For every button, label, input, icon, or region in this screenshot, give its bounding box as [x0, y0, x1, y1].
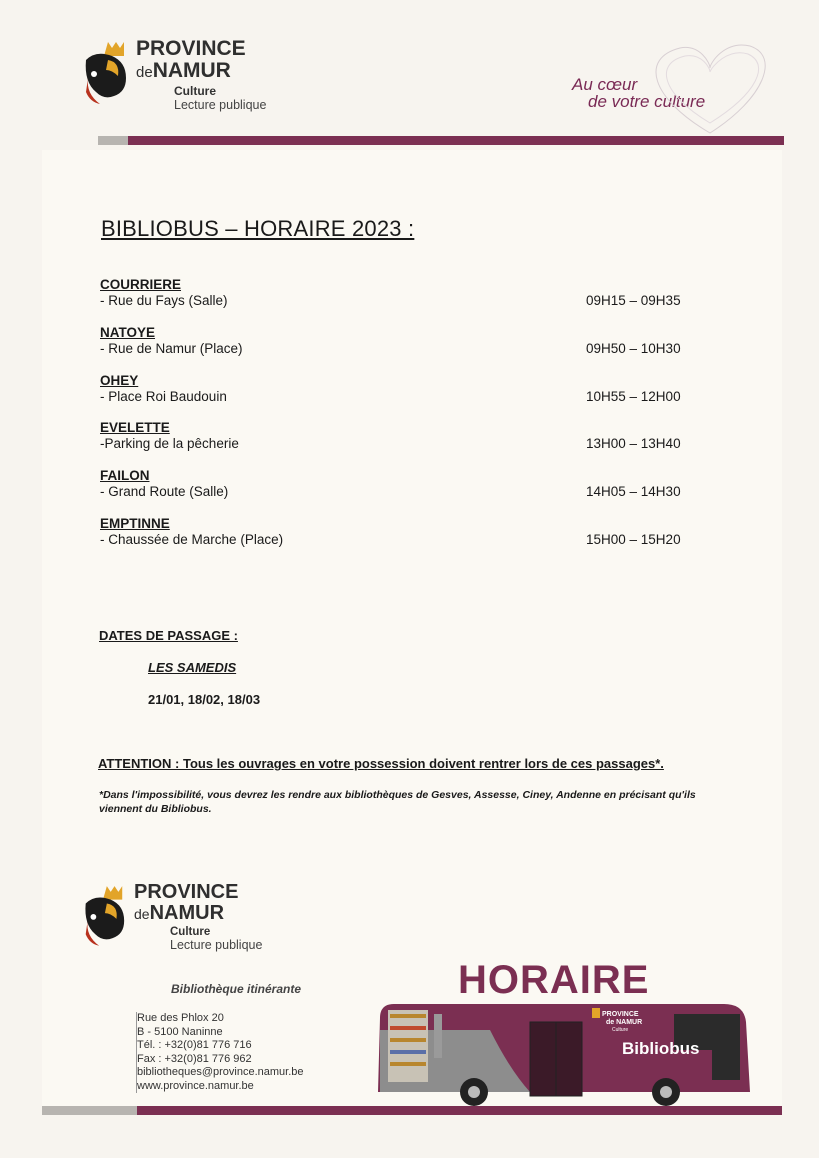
address-line: Rue des Phlox 20: [137, 1012, 224, 1024]
stop-time: 13H00 – 13H40: [586, 436, 681, 451]
stop-emptinne: [100, 516, 700, 548]
address-line: Fax : +32(0)81 776 962: [137, 1052, 252, 1065]
logo-namur: NAMUR: [152, 59, 231, 82]
dates-heading: DATES DE PASSAGE :: [99, 628, 238, 643]
website-link[interactable]: www.province.namur.be: [137, 1079, 254, 1092]
email-link[interactable]: bibliotheques@province.namur.be: [137, 1066, 304, 1078]
logo-de: de: [134, 906, 150, 922]
dates-list: 21/01, 18/02, 18/03: [148, 692, 261, 707]
footer-logo: [78, 882, 262, 952]
logo-culture: Culture: [170, 926, 211, 938]
dates-day: LES SAMEDIS: [148, 660, 237, 675]
stop-town: EVELETTE: [100, 420, 170, 435]
bus-logo-culture: Culture: [612, 1027, 629, 1033]
bus-logo-province: PROVINCE: [602, 1011, 639, 1018]
address-line: Tél. : +32(0)81 776 716: [137, 1039, 252, 1051]
stop-ohey: [100, 373, 700, 405]
bibliotheque-itinerante: Bibliothèque itinérante: [171, 982, 302, 996]
logo-culture: Culture: [174, 84, 216, 98]
contact-address: [136, 1012, 304, 1093]
stop-time: 09H50 – 10H30: [586, 341, 681, 356]
stop-place: - Chaussée de Marche (Place): [100, 532, 284, 547]
page-title: BIBLIOBUS – HORAIRE 2023 :: [101, 216, 415, 241]
stop-town: FAILON: [100, 468, 150, 483]
footnote: *Dans l'impossibilité, vous devrez les rendre aux bibliothèques de Gesves, Assesse, Ciney, Andenne en précisant qu'ils viennent du Bibliobus.: [99, 789, 696, 815]
stop-town: NATOYE: [100, 325, 156, 340]
logo-lecture-publique: Lecture publique: [170, 938, 263, 952]
stop-town: COURRIERE: [100, 277, 182, 292]
logo-province: PROVINCE: [136, 37, 246, 60]
bus-logo-namur: de NAMUR: [606, 1019, 643, 1026]
stop-courriere: [100, 277, 700, 309]
bus-label: Bibliobus: [622, 1039, 700, 1058]
stop-place: -Parking de la pêcherie: [100, 436, 239, 451]
horaire-heading: HORAIRE: [458, 958, 650, 1002]
attention-notice: ATTENTION : Tous les ouvrages en votre possession doivent rentrer lors de ces passages*.: [98, 756, 664, 771]
footer-bar: [42, 1106, 782, 1115]
header-bar: [98, 136, 784, 145]
address-line: B - 5100 Naninne: [137, 1025, 223, 1038]
footer-bar-accent: [42, 1106, 137, 1115]
heart-swirl-decoration: [640, 38, 780, 138]
logo-province: PROVINCE: [134, 881, 239, 903]
tagline-line-1: Au cœur: [572, 75, 638, 94]
stop-town: EMPTINNE: [100, 516, 170, 531]
stop-time: 15H00 – 15H20: [586, 532, 681, 547]
stop-natoye: [100, 325, 700, 357]
stop-time: 09H15 – 09H35: [586, 293, 681, 308]
stop-evelette: [100, 420, 700, 452]
bus-icon: [374, 1000, 754, 1108]
stop-time: 14H05 – 14H30: [586, 484, 681, 499]
stop-failon: [100, 468, 700, 500]
stop-place: - Rue du Fays (Salle): [100, 293, 228, 308]
header-bar-accent: [98, 136, 128, 145]
stop-place: - Grand Route (Salle): [100, 484, 229, 499]
stop-town: OHEY: [100, 373, 139, 388]
header-logo: [78, 38, 266, 112]
stop-time: 10H55 – 12H00: [586, 389, 681, 404]
bibliobus-illustration: [374, 1000, 754, 1113]
ram-crest-icon: [78, 38, 130, 106]
logo-namur: NAMUR: [149, 902, 225, 924]
logo-de: de: [136, 64, 153, 81]
logo-lecture-publique: Lecture publique: [174, 98, 267, 112]
tagline-line-2: de votre culture: [588, 92, 706, 111]
stop-place: - Place Roi Baudouin: [100, 389, 227, 404]
ram-crest-icon: [78, 882, 128, 948]
stop-place: - Rue de Namur (Place): [100, 341, 243, 356]
